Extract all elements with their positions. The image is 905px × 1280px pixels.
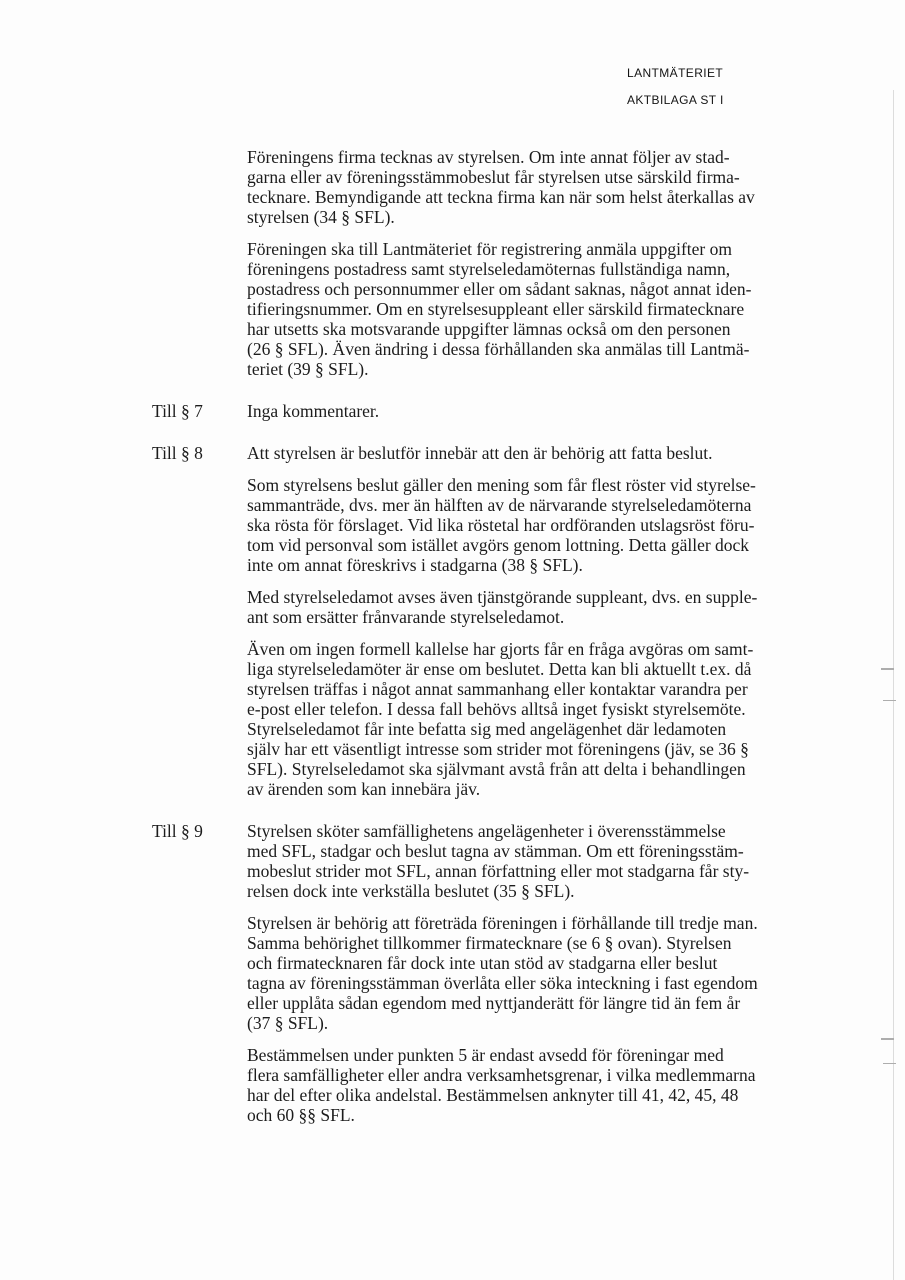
paragraph: Även om ingen formell kallelse har gjorts får en fråga avgöras om samt- liga styrelseledamöter är ense om beslutet. Detta kan bli aktuellt t.ex. då styrelsen träffas i något annat sammanhang eller kontaktar varandra per e-post eller telefon. I dessa fall behövs alltså inget fysiskt styrelsemöte. Styrelseledamot får inte befatta sig med angelägenhet där ledamoten själv har ett väsentligt intresse som strider mot föreningens (jäv, se 36 § SFL). Styrelseledamot ska självmant avstå från att delta i behandlingen av ärenden som kan innebära jäv. bbox=[247, 639, 754, 799]
paragraph: Styrelsen sköter samfällighetens angelägenheter i överensstämmelse med SFL, stadgar och beslut tagna av stämman. Om ett föreningsstäm- mobeslut strider mot SFL, annan författning eller mot stadgarna får sty- relsen dock inte verkställa beslutet (35 § SFL). bbox=[247, 821, 750, 901]
section-text bbox=[247, 443, 822, 799]
scan-artifact-line bbox=[893, 90, 894, 1280]
section-label: Till § 9 bbox=[152, 821, 203, 841]
section-label: Till § 7 bbox=[152, 401, 203, 421]
scan-artifact-dash bbox=[881, 668, 894, 670]
scan-artifact-dash bbox=[883, 700, 896, 701]
scan-artifact-dash bbox=[881, 1038, 894, 1040]
paragraph: Bestämmelsen under punkten 5 är endast avsedd för föreningar med flera samfälligheter eller andra verksamhetsgrenar, i vilka medlemmarna har del efter olika andelstal. Bestämmelsen anknyter till 41, 42, 45, 48 och 60 §§ SFL. bbox=[247, 1045, 756, 1125]
section-till-8 bbox=[152, 443, 852, 799]
section-label: Till § 8 bbox=[152, 443, 203, 463]
section-text bbox=[247, 147, 822, 379]
paragraph: Föreningen ska till Lantmäteriet för registrering anmäla uppgifter om föreningens postadress samt styrelseledamöternas fullständiga namn, postadress och personnummer eller om sådant saknas, något annat iden- tifieringsnummer. Om en styrelsesuppleant eller särskild firmatecknare har utsetts ska motsvarande uppgifter lämnas också om den personen (26 § SFL). Även ändring i dessa förhållanden ska anmälas till Lantmä- teriet (39 § SFL). bbox=[247, 239, 752, 379]
document-header bbox=[627, 66, 724, 107]
paragraph: Styrelsen är behörig att företräda föreningen i förhållande till tredje man. Samma behörighet tillkommer firmatecknare (se 6 § ovan). Styrelsen och firmatecknaren får dock inte utan stöd av stadgarna eller beslut tagna av föreningsstämman överlåta eller söka inteckning i fast egendom eller upplåta sådan egendom med nyttjanderätt för längre tid än fem år (37 § SFL). bbox=[247, 913, 758, 1033]
paragraph: Inga kommentarer. bbox=[247, 401, 380, 421]
document-body bbox=[152, 147, 852, 1125]
paragraph: Att styrelsen är beslutför innebär att den är behörig att fatta beslut. bbox=[247, 443, 713, 463]
section-text bbox=[247, 821, 822, 1125]
paragraph: Föreningens firma tecknas av styrelsen. Om inte annat följer av stad- garna eller av föreningsstämmobeslut får styrelsen utse särskild firma- tecknare. Bemyndigande att teckna firma kan när som helst återkallas av styrelsen (34 § SFL). bbox=[247, 147, 755, 227]
paragraph: Som styrelsens beslut gäller den mening som får flest röster vid styrelse- sammanträde, dvs. mer än hälften av de närvarande styrelseledamöterna ska rösta för förslaget. Vid lika röstetal har ordföranden utslagsröst föru- tom vid personval som istället avgörs genom lottning. Detta gäller dock inte om annat föreskrivs i stadgarna (38 § SFL). bbox=[247, 475, 756, 575]
section-intro bbox=[152, 147, 852, 379]
section-till-9 bbox=[152, 821, 852, 1125]
scan-artifact-dash bbox=[883, 1063, 896, 1064]
header-aktbilaga: AKTBILAGA ST I bbox=[627, 93, 724, 107]
header-organization: LANTMÄTERIET bbox=[627, 66, 724, 80]
paragraph: Med styrelseledamot avses även tjänstgörande suppleant, dvs. en supple- ant som ersätter frånvarande styrelseledamot. bbox=[247, 587, 758, 627]
section-till-7 bbox=[152, 401, 852, 421]
section-text bbox=[247, 401, 822, 421]
